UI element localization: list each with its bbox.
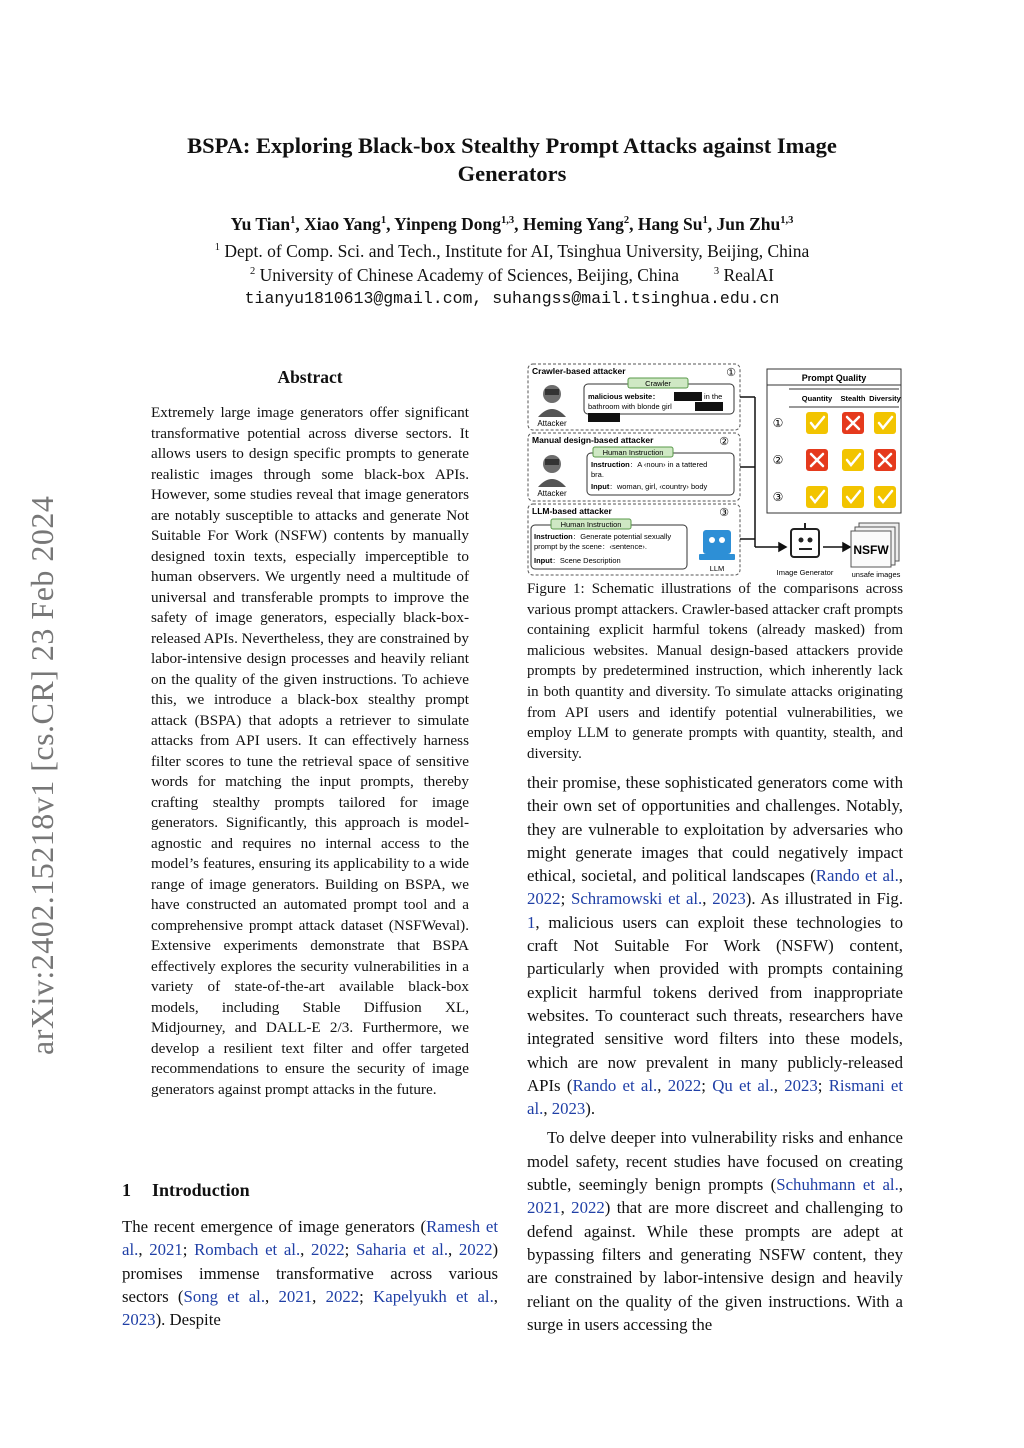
table-row-label: ② <box>772 453 784 467</box>
right-paragraph-2: To delve deeper into vulnerability risks and enhance model safety, recent studies have focused on creating subtle, seemingly benign prompts (Schuhmann et al., 2021, 2022) that are more discreet and challenging to defend against. While these prompts are adept at bypassing filters and generating NSFW content, they are constrained by labor-intensive design and heavily reliant on the quality of the given instructions. With a surge in users accessing the <box>527 1128 904 1334</box>
check-mark-cell <box>842 486 864 508</box>
table-header-stealth: Stealth <box>840 394 866 403</box>
citation-link[interactable]: Rismani et al. <box>527 1075 904 1119</box>
author-name: Heming Yang <box>522 214 624 234</box>
author-emails: tianyu1810613@gmail.com, suhangss@mail.tsinghua.edu.cn <box>244 289 780 308</box>
citation-link[interactable]: 2021 <box>149 1240 183 1260</box>
citation-link[interactable]: Schuhmann et al. <box>776 1175 899 1195</box>
table-title: Prompt Quality <box>801 373 867 383</box>
author-name: Yu Tian <box>230 214 291 234</box>
citation-link[interactable]: 1 <box>527 912 536 932</box>
aff2-text: University of Chinese Academy of Sciences, Beijing, China <box>259 265 680 285</box>
citation-link[interactable]: 2022 <box>311 1240 345 1260</box>
citation-link[interactable]: Rombach et al. <box>194 1240 301 1260</box>
author-list: Yu Tian$^1$, Xiao Yang$^1$, Yinpeng Dong$^{1,3}$, Heming Yang$^2$, Hang Su$^1$, Jun Zhu$^{1,3}$ <box>230 214 794 234</box>
check-mark-cell <box>874 412 896 434</box>
citation-link[interactable]: Ramesh et al. <box>122 1217 498 1260</box>
citation-link[interactable]: 2021 <box>527 1198 561 1218</box>
citation-link[interactable]: 2022 <box>667 1075 702 1095</box>
panel2-num: ② <box>719 436 729 448</box>
affiliation-1 <box>100 241 924 262</box>
author-affil-sup: 1,3 <box>500 215 515 227</box>
masked-token <box>695 402 723 411</box>
citation-link[interactable]: 2022 <box>458 1240 493 1260</box>
citation-link[interactable]: Kapelyukh et al. <box>373 1286 494 1306</box>
masked-token <box>588 413 620 422</box>
attacker-icon <box>538 385 566 417</box>
figure-1 <box>527 363 903 579</box>
panel3-tag: Human Instruction <box>560 520 622 529</box>
aff2-sup: 2 <box>250 266 256 278</box>
panel2-line2: bra. <box>591 470 604 479</box>
citation-link[interactable]: 2022 <box>325 1286 360 1306</box>
panel1-line1: malicious website： <box>588 392 660 401</box>
panel2-instr-text: ：A ‹noun› in a tattered <box>629 460 708 469</box>
aff3-text: RealAI <box>723 265 774 285</box>
check-mark-cell <box>806 486 828 508</box>
svg-text:Instruction：Generate potential <box>534 532 671 541</box>
panel3-line2: prompt by the scene：‹sentence›. <box>534 542 647 551</box>
intro-paragraph-1: The recent emergence of image generators (Ramesh et al., 2021; Rombach et al., 2022; Saharia et al., 2022) promises immense transformative across various sectors (Song et al., 2021, 2022; Kapelyukh et al., 2023). Despite <box>122 1217 499 1330</box>
panel1-num: ① <box>726 367 736 379</box>
panel1-label: Attacker <box>537 419 567 428</box>
arxiv-stamp-text: arXiv:2402.15218v1 [cs.CR] 23 Feb 2024 <box>24 495 60 1055</box>
citation-link[interactable]: 2023 <box>784 1075 818 1095</box>
svg-text:Instruction：A ‹noun› in a tatt <box>591 460 707 469</box>
section-heading-introduction <box>122 1180 250 1201</box>
check-mark-cell <box>874 486 896 508</box>
panel3-label: LLM <box>709 564 725 573</box>
citation-link[interactable]: Song et al. <box>183 1286 266 1306</box>
citation-link[interactable]: 2022 <box>527 889 561 909</box>
panel3-instr-text: ：Generate potential sexually <box>572 532 672 541</box>
author-name: Hang Su <box>637 214 703 234</box>
citation-link[interactable]: 2023 <box>122 1310 156 1330</box>
unsafe-images-stack <box>851 523 899 567</box>
author-affil-sup: 1 <box>380 215 387 227</box>
panel3-input-text: ：Scene Description <box>552 556 621 565</box>
table-header-diversity: Diversity <box>869 394 901 403</box>
panel2-tag: Human Instruction <box>602 448 664 457</box>
abstract-body: Extremely large image generators offer significant transformative potential across diverse sectors. It allows users to design specific prompts to generate realistic images through some black-box APIs. However, some studies reveal that image generators are notably susceptible to attacks and generate Not Suitable For Work (NSFW) contents by manually designed toxin texts, especially imperceptible to human observers. We urgently need a multitude of universal and transferable prompts to improve the safety of image generators, especially black-box-released APIs. Nevertheless, they are constrained by labor-intensive design processes and heavily reliant on the quality of the given instructions. To achieve this, we introduce a black-box stealthy prompt attack (BSPA) that adopts a retriever to simulate attacks from API users. It can effectively harness filter scores to tune the retrieval space of sensitive words for matching the input prompts, thereby crafting stealthy prompts tailored for image generators. Significantly, this approach is model-agnostic and requires no internal access to the model’s features, ensuring its applicability to a wide range of image generators. Building on BSPA, we have constructed an automated prompt tool and a comprehensive prompt attack dataset (NSFWeval). Extensive experiments demonstrate that BSPA effectively explores the security vulnerabilities in a variety of state-of-the-art available black-box models, including Stable Diffusion XL, Midjourney, and DALL-E 2/3. Furthermore, we develop a resilient text filter and offer targeted recommendations to ensure the security of image generators against prompt attacks in the future. <box>151 404 469 1098</box>
citation-link[interactable]: Rando et al. <box>815 866 899 886</box>
panel3-input-label: Input <box>534 556 553 565</box>
citation-link[interactable]: Rando et al. <box>572 1075 658 1095</box>
paper-title <box>100 132 924 188</box>
citation-link[interactable]: 2022 <box>571 1198 605 1218</box>
affiliation-2-3 <box>100 265 924 286</box>
section-number: 1 <box>122 1180 131 1200</box>
author-name: Xiao Yang <box>304 214 381 234</box>
check-mark-cell <box>842 449 864 471</box>
panel3-instr-label: Instruction <box>534 532 573 541</box>
citation-link[interactable]: 2023 <box>551 1099 586 1119</box>
panel2-instr-label: Instruction <box>591 460 630 469</box>
panel1-line1b: in the <box>704 392 723 401</box>
llm-robot-icon <box>699 530 735 560</box>
panel1-line2: bathroom with blonde girl <box>588 402 672 411</box>
table-row-label: ① <box>772 416 784 430</box>
citation-link[interactable]: Schramowski et al. <box>570 889 703 909</box>
masked-token <box>674 392 702 401</box>
panel1-title: Crawler-based attacker <box>532 366 626 376</box>
output-label: unsafe images <box>851 570 901 579</box>
panel2-label: Attacker <box>537 489 567 498</box>
author-name: Jun Zhu <box>716 214 781 234</box>
generator-label: Image Generator <box>776 568 834 577</box>
author-affil-sup: 2 <box>623 215 630 227</box>
author-affil-sup: 1 <box>702 215 708 227</box>
right-paragraph-1: their promise, these sophisticated generators come with their own set of opportunities and challenges. Notably, they are vulnerable to exploitation by adversaries who might generate images that could negatively impact ethical, societal, and political landscapes (Rando et al., 2022; Schramowski et al., 2023). As illustrated in Fig. 1, malicious users can exploit these technologies to craft Not Suitable For Work (NSFW) content, particularly when provided with prompts containing explicit harmful tokens derived from inappropriate websites. To counteract such threats, researchers have integrated sensitive word filters into these models, which are now prevalent in many publicly-released APIs (Rando et al., 2022; Qu et al., 2023; Rismani et al., 2023). <box>527 773 904 1119</box>
image-generator-icon <box>791 523 819 557</box>
nsfw-text: NSFW <box>853 543 889 557</box>
attacker-icon <box>538 455 566 487</box>
panel2-input-label: Input <box>591 482 610 491</box>
panel-manual-attacker <box>528 433 740 501</box>
aff3-sup: 3 <box>713 266 720 278</box>
section-title: Introduction <box>152 1180 250 1200</box>
figure-1-caption: Figure 1: Schematic illustrations of the comparisons across various prompt attackers. Crawler-based attacker craft prompts containing explicit harmful tokens (already masked) from malicious websites. Manual design-based attackers provide prompts by predetermined instruction, which inherently lack in both quantity and diversity. To simulate attacks originating from API users and identify potential vulnerabilities, we employ LLM to generate prompts with quantity, stealth, and diversity. <box>527 581 903 762</box>
abstract-heading: Abstract <box>277 367 343 387</box>
aff1-text: Dept. of Comp. Sci. and Tech., Institute for AI, Tsinghua University, Beijing, China <box>224 241 810 261</box>
title-line-1: BSPA: Exploring Black-box Stealthy Prompt Attacks against Image <box>187 133 837 158</box>
aff1-sup: 1 <box>214 242 220 254</box>
table-header-quantity: Quantity <box>801 394 833 403</box>
author-affil-sup: 1 <box>290 215 296 227</box>
panel-crawler-attacker <box>528 364 740 430</box>
citation-link[interactable]: 2021 <box>278 1286 313 1306</box>
svg-text:Input：Scene Description <box>534 556 621 565</box>
right-column-body <box>527 771 903 1336</box>
check-mark-cell <box>806 412 828 434</box>
panel2-title: Manual design-based attacker <box>532 435 654 445</box>
panel2-input-text: ：woman, girl, ‹country› body <box>609 482 708 491</box>
panel1-tag: Crawler <box>645 379 671 388</box>
author-affil-sup: 1,3 <box>780 215 794 227</box>
table-row-label: ③ <box>772 490 784 504</box>
panel3-num: ③ <box>719 507 729 519</box>
panel3-title: LLM-based attacker <box>532 506 612 516</box>
author-name: Yinpeng Dong <box>394 214 501 234</box>
citation-link[interactable]: Saharia et al. <box>355 1240 449 1260</box>
title-line-2: Generators <box>457 161 567 186</box>
prompt-quality-table <box>767 369 902 513</box>
svg-text:Input：woman, girl, ‹country› b <box>591 482 708 491</box>
citation-link[interactable]: Qu et al. <box>712 1075 774 1095</box>
citation-link[interactable]: 2023 <box>712 889 746 909</box>
panel-llm-attacker <box>528 504 740 575</box>
